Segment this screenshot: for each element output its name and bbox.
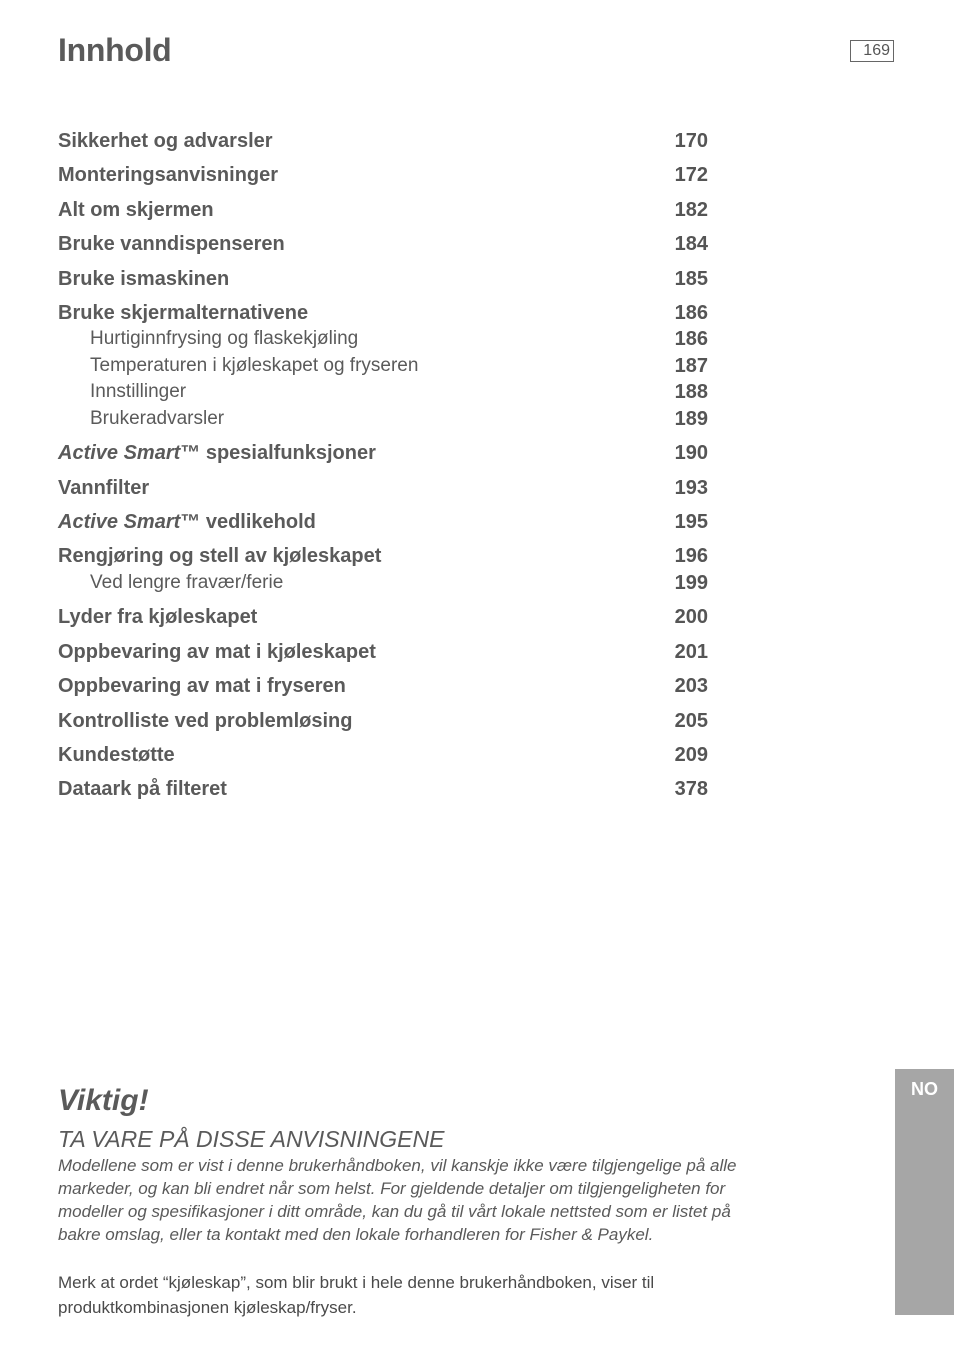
important-body-text: Modellene som er vist i denne brukerhåndboken, vil kanskje ikke være tilgjengelige på alle markeder, og kan bli endret når som helst. For gjeldende detaljer om tilgjengeligheten for modeller og spesifikasjoner i ditt område, kan du gå til vårt lokale nettsted som er listet på bakre omslag, eller ta kontakt med den lokale forhandleren for Fisher & Paykel. [58,1156,737,1244]
language-tab [895,1069,954,1315]
toc-entry-label: Active Smart™ spesialfunksjoner [58,442,376,464]
toc-entry-page: 195 [674,511,708,533]
toc-entry-page: 190 [674,442,708,464]
toc-entry[interactable] [58,742,708,768]
toc-entry-page: 185 [674,268,708,290]
toc-entry[interactable] [58,231,708,257]
language-tab-label: NO [911,1079,938,1099]
toc-entry-label: Bruke ismaskinen [58,268,230,290]
toc-entry-label: Innstillinger [90,381,187,402]
toc-entry-page: 196 [674,545,708,567]
toc-entry[interactable] [58,128,708,154]
toc-entry-page: 193 [674,477,708,499]
toc-entry-label: Bruke skjermalternativene [58,302,309,324]
toc-entry[interactable] [58,197,708,223]
toc-entry-label: Lyder fra kjøleskapet [58,606,258,628]
toc-entry-label-italic: Active Smart [58,511,181,533]
toc-entry[interactable] [58,604,708,630]
toc-entry[interactable] [58,673,708,699]
toc-subentry[interactable] [58,353,708,379]
toc-entry-label: Sikkerhet og advarsler [58,130,273,152]
toc-entry-page: 184 [674,233,708,255]
toc-entry-label: Hurtiginnfrysing og flaskekjøling [90,328,359,349]
toc-entry-page: 199 [674,572,708,594]
toc-entry-label: Kundestøtte [58,744,175,766]
toc-entry-label: Brukeradvarsler [90,408,225,429]
page-number: 169 [850,40,894,62]
toc-entry-page: 189 [674,408,708,430]
toc-entry[interactable] [58,475,708,501]
toc-entry[interactable] [58,162,708,188]
toc-entry[interactable] [58,776,708,802]
toc-entry-label: Bruke vanndispenseren [58,233,285,255]
toc-entry[interactable] [58,440,708,466]
toc-entry-page: 188 [674,381,708,403]
toc-entry-page: 187 [674,355,708,377]
toc-entry-label: Temperaturen i kjøleskapet og fryseren [90,355,419,376]
toc-entry-label: Oppbevaring av mat i kjøleskapet [58,641,376,663]
toc-entry-page: 170 [674,130,708,152]
toc-entry-page: 201 [674,641,708,663]
toc-entry-label: Dataark på filteret [58,778,227,800]
toc-subentry[interactable] [58,570,708,596]
toc-entry-label: Vannfilter [58,477,150,499]
important-subheading: TA VARE PÅ DISSE ANVISNINGENE [58,1126,445,1152]
toc-entry-label: Alt om skjermen [58,199,214,221]
toc-entry-label-italic: Active Smart [58,442,181,464]
toc-entry-label: Ved lengre fravær/ferie [90,572,284,593]
toc-entry-label: Rengjøring og stell av kjøleskapet [58,545,382,567]
page-title: Innhold [58,32,172,68]
toc-entry-page: 200 [674,606,708,628]
toc-entry-page: 209 [674,744,708,766]
toc-entry-page: 203 [674,675,708,697]
toc-entry[interactable] [58,300,708,326]
toc-subentry[interactable] [58,379,708,405]
toc-entry[interactable] [58,639,708,665]
important-note-text: Merk at ordet “kjøleskap”, som blir brukt i hele denne brukerhåndboken, viser til produktkombinasjonen kjøleskap/fryser. [58,1273,655,1317]
toc-entry-page: 182 [674,199,708,221]
toc-entry-label: Kontrolliste ved problemløsing [58,710,353,732]
toc-entry-label: Monteringsanvisninger [58,164,279,186]
toc-entry-page: 205 [674,710,708,732]
toc-subentry[interactable] [58,406,708,432]
toc-entry[interactable] [58,266,708,292]
toc-entry-page: 186 [674,328,708,350]
toc-entry[interactable] [58,708,708,734]
toc-subentry[interactable] [58,326,708,352]
toc-entry-label: Active Smart™ vedlikehold [58,511,316,533]
toc-entry-label: Oppbevaring av mat i fryseren [58,675,346,697]
toc-entry[interactable] [58,509,708,535]
toc-entry-page: 378 [674,778,708,800]
toc-entry[interactable] [58,543,708,569]
toc-entry-page: 186 [674,302,708,324]
toc-entry-page: 172 [674,164,708,186]
important-heading: Viktig! [58,1084,149,1117]
